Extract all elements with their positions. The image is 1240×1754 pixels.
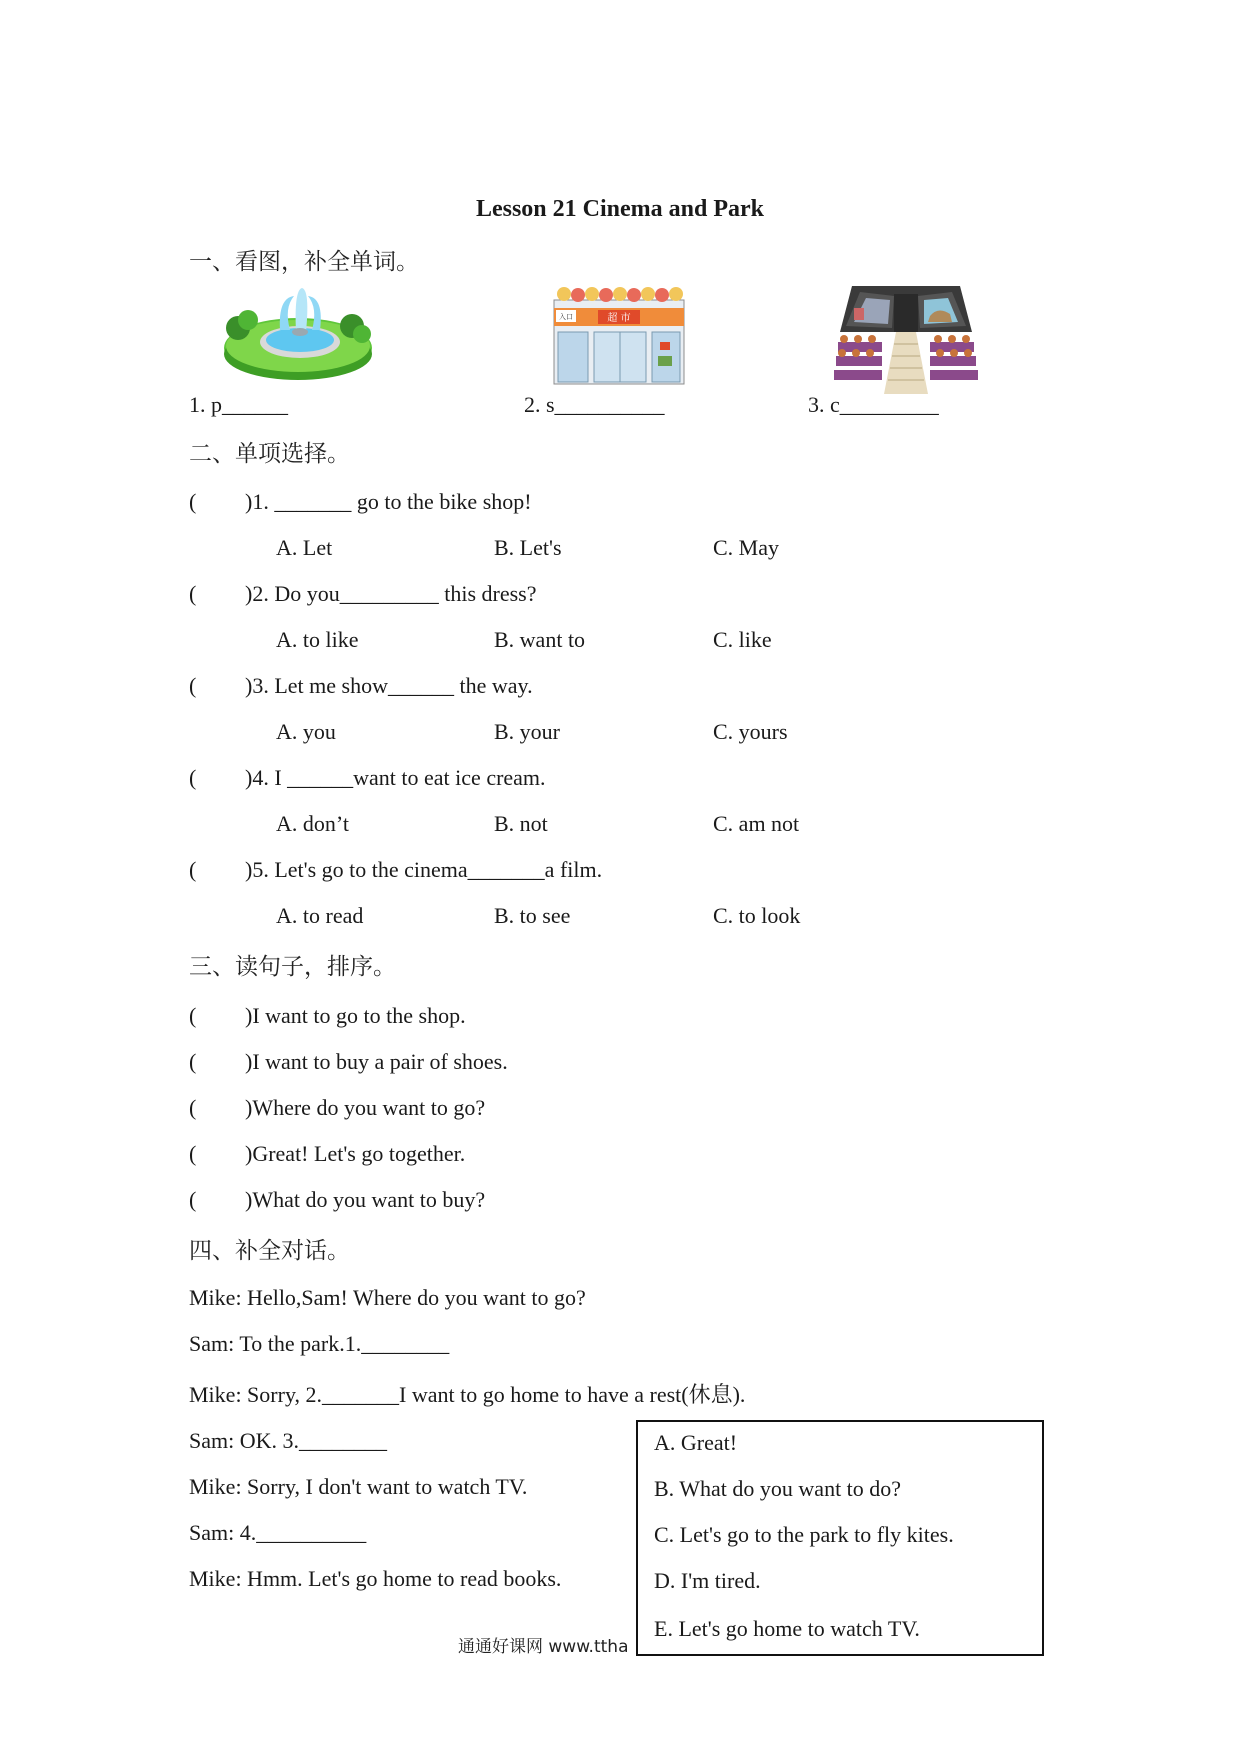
order-sentence: )Where do you want to go? xyxy=(245,1095,486,1120)
dialogue-option-d: D. I'm tired. xyxy=(654,1568,761,1593)
option-b: B. Let's xyxy=(494,535,562,560)
option-c: C. yours xyxy=(713,719,788,744)
option-a: A. to like xyxy=(276,627,359,652)
fill-word-1: 1. p______ xyxy=(189,392,288,417)
option-a: A. to read xyxy=(276,903,364,928)
question-stem: )3. Let me show______ the way. xyxy=(245,673,533,698)
order-paren: ( xyxy=(189,1003,197,1028)
supermarket-entrance-text: 入口 xyxy=(559,313,573,321)
dialogue-option-a: A. Great! xyxy=(654,1430,738,1455)
dialogue-option-e: E. Let's go home to watch TV. xyxy=(654,1616,920,1641)
order-paren: ( xyxy=(189,1141,197,1166)
supermarket-store-icon xyxy=(552,286,686,386)
dialogue-option-c: C. Let's go to the park to fly kites. xyxy=(654,1522,954,1547)
order-sentence: )I want to go to the shop. xyxy=(245,1003,466,1028)
footer-watermark: 通通好课网 www.ttha xyxy=(458,1637,629,1657)
option-c: C. am not xyxy=(713,811,800,836)
option-a: A. you xyxy=(276,719,336,744)
section4-heading: 四、补全对话。 xyxy=(189,1238,350,1264)
page-title: Lesson 21 Cinema and Park xyxy=(475,196,765,222)
option-a: A. don’t xyxy=(276,811,349,836)
answer-paren: ( xyxy=(189,581,197,606)
section2-heading: 二、单项选择。 xyxy=(189,441,350,467)
dialogue-line: Sam: To the park.1.________ xyxy=(189,1331,450,1356)
order-sentence: )I want to buy a pair of shoes. xyxy=(245,1049,508,1074)
dialogue-line: Sam: 4.__________ xyxy=(189,1520,367,1545)
section1-heading: 一、看图，补全单词。 xyxy=(189,249,419,275)
option-c: C. to look xyxy=(713,903,801,928)
order-sentence: )Great! Let's go together. xyxy=(245,1141,466,1166)
park-fountain-icon xyxy=(220,286,376,382)
question-stem: )1. _______ go to the bike shop! xyxy=(245,489,532,514)
answer-paren: ( xyxy=(189,857,197,882)
order-paren: ( xyxy=(189,1049,197,1074)
option-b: B. your xyxy=(494,719,560,744)
dialogue-option-b: B. What do you want to do? xyxy=(654,1476,902,1501)
supermarket-sign-text: 超 市 xyxy=(607,313,631,324)
order-paren: ( xyxy=(189,1095,197,1120)
order-sentence: )What do you want to buy? xyxy=(245,1187,486,1212)
dialogue-line: Mike: Hello,Sam! Where do you want to go? xyxy=(189,1285,586,1310)
dialogue-line: Mike: Hmm. Let's go home to read books. xyxy=(189,1566,562,1591)
option-b: B. to see xyxy=(494,903,571,928)
section3-heading: 三、读句子，排序。 xyxy=(189,954,396,980)
dialogue-line: Mike: Sorry, 2._______I want to go home to have a rest(休息). xyxy=(189,1382,746,1407)
dialogue-line: Sam: OK. 3.________ xyxy=(189,1428,387,1453)
answer-paren: ( xyxy=(189,765,197,790)
option-b: B. not xyxy=(494,811,548,836)
question-stem: )2. Do you_________ this dress? xyxy=(245,581,537,606)
answer-paren: ( xyxy=(189,673,197,698)
option-c: C. like xyxy=(713,627,772,652)
option-a: A. Let xyxy=(276,535,333,560)
order-paren: ( xyxy=(189,1187,197,1212)
option-b: B. want to xyxy=(494,627,586,652)
answer-paren: ( xyxy=(189,489,197,514)
fill-word-3: 3. c_________ xyxy=(808,392,939,417)
dialogue-options-box xyxy=(636,1420,1044,1656)
fill-word-2: 2. s__________ xyxy=(524,392,665,417)
question-stem: )4. I ______want to eat ice cream. xyxy=(245,765,546,790)
dialogue-line: Mike: Sorry, I don't want to watch TV. xyxy=(189,1474,528,1499)
cinema-screen-icon xyxy=(832,276,980,394)
question-stem: )5. Let's go to the cinema_______a film. xyxy=(245,857,603,882)
option-c: C. May xyxy=(713,535,779,560)
